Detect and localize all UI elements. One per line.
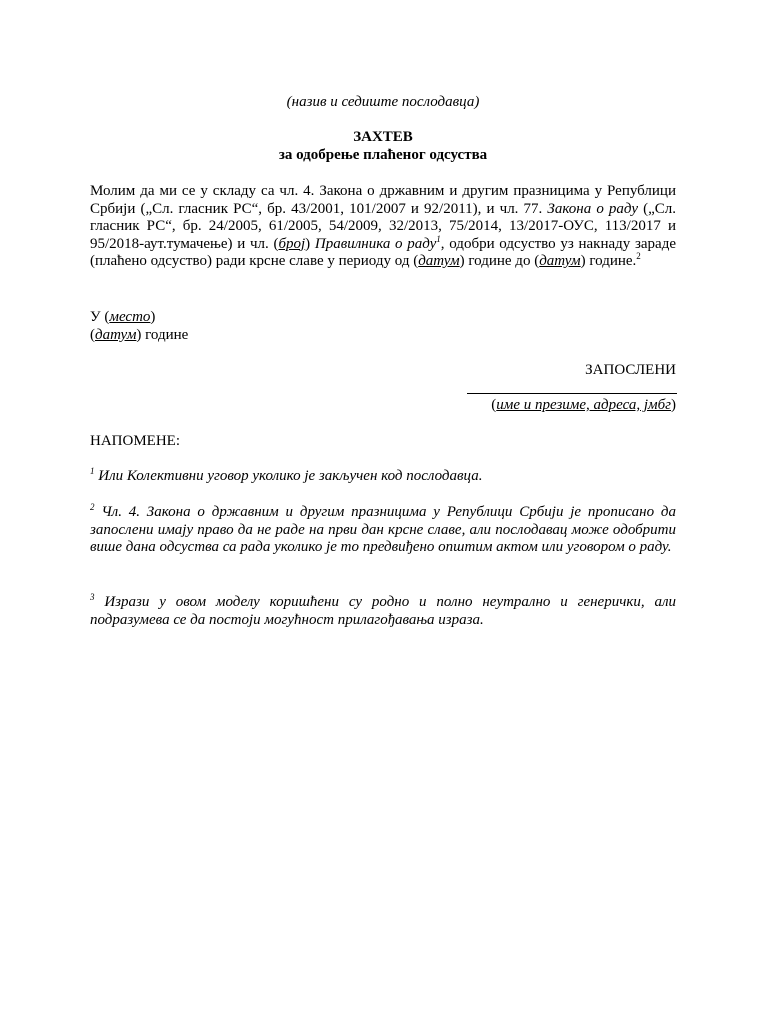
date-prefix: ( xyxy=(90,327,95,343)
employee-details-placeholder: име и презиме, адреса, јмбг xyxy=(496,397,671,413)
note-2-number: 2 xyxy=(90,502,95,512)
request-text-3: ) xyxy=(305,235,315,252)
end-date-placeholder: датум xyxy=(539,253,581,269)
note-2 xyxy=(90,504,676,557)
note-3-number: 3 xyxy=(90,592,95,602)
footnote-ref-2: 2 xyxy=(636,251,641,261)
note-1-text: Или Колективни уговор уколико је закључен код послодавца. xyxy=(98,468,483,484)
place-placeholder: место xyxy=(109,309,151,325)
request-paragraph xyxy=(90,183,676,271)
request-text-4: , одобри одсуство уз накнаду зараде (плаћено одсуство) ради крсне славе у периоду од ( xyxy=(90,235,676,269)
notes-heading: НАПОМЕНЕ: xyxy=(90,433,180,449)
request-text-5: ) године до ( xyxy=(459,253,540,269)
employee-details-prefix: ( xyxy=(491,397,497,413)
note-1 xyxy=(90,468,676,486)
signature-line xyxy=(467,393,677,394)
footnote-ref-1: 1 xyxy=(436,233,441,244)
employee-details-suffix: ) xyxy=(671,397,676,413)
employer-placeholder: (назив и седиште послодавца) xyxy=(286,94,480,110)
date-placeholder: датум xyxy=(95,327,137,343)
employee-details xyxy=(90,397,676,415)
note-2-text: Чл. 4. Закона о државним и другим празницима у Републици Србији је прописано да запослени имају право да не раде на први дан крсне славе, али послодавац може одобрити више дана одсуства са рада уколико је то предвиђено општим актом или уговором о раду. xyxy=(90,504,676,555)
note-3 xyxy=(90,594,676,629)
request-text-2: („Сл. гласник РС“, бр. 24/2005, 61/2005, 54/2009, 32/2013, 75/2014, 13/2017-ОУС, 113/2017 и 95/2018-аут.тумачење) и чл. ( xyxy=(90,200,676,252)
employee-label: ЗАПОСЛЕНИ xyxy=(585,362,676,378)
article-number-placeholder: број xyxy=(278,235,306,252)
rulebook-name: Правилника о раду xyxy=(314,235,437,252)
note-1-number: 1 xyxy=(90,466,95,476)
note-3-text: Изрази у овом моделу коришћени су родно и полно неутрално и генерички, али подразумева се да постоји могућност прилагођавања израза. xyxy=(90,594,677,628)
date-line xyxy=(90,327,676,345)
request-text-1: Молим да ми се у складу са чл. 4. Закона о државним и другим празницима у Републици Србији („Сл. гласник РС“, бр. 43/2001, 101/2007 и 92/2011), и чл. 77. xyxy=(90,183,676,217)
place-line xyxy=(90,309,676,327)
start-date-placeholder: датум xyxy=(418,253,460,269)
request-text-6: ) године. xyxy=(580,253,637,269)
place-suffix: ) xyxy=(150,309,156,325)
place-prefix: У ( xyxy=(90,309,110,325)
document-subtitle: за одобрење плаћеног одсуства xyxy=(278,147,488,163)
date-suffix: ) године xyxy=(136,327,189,343)
document-title: ЗАХТЕВ xyxy=(353,129,413,145)
law-name: Закона о раду xyxy=(547,200,638,217)
